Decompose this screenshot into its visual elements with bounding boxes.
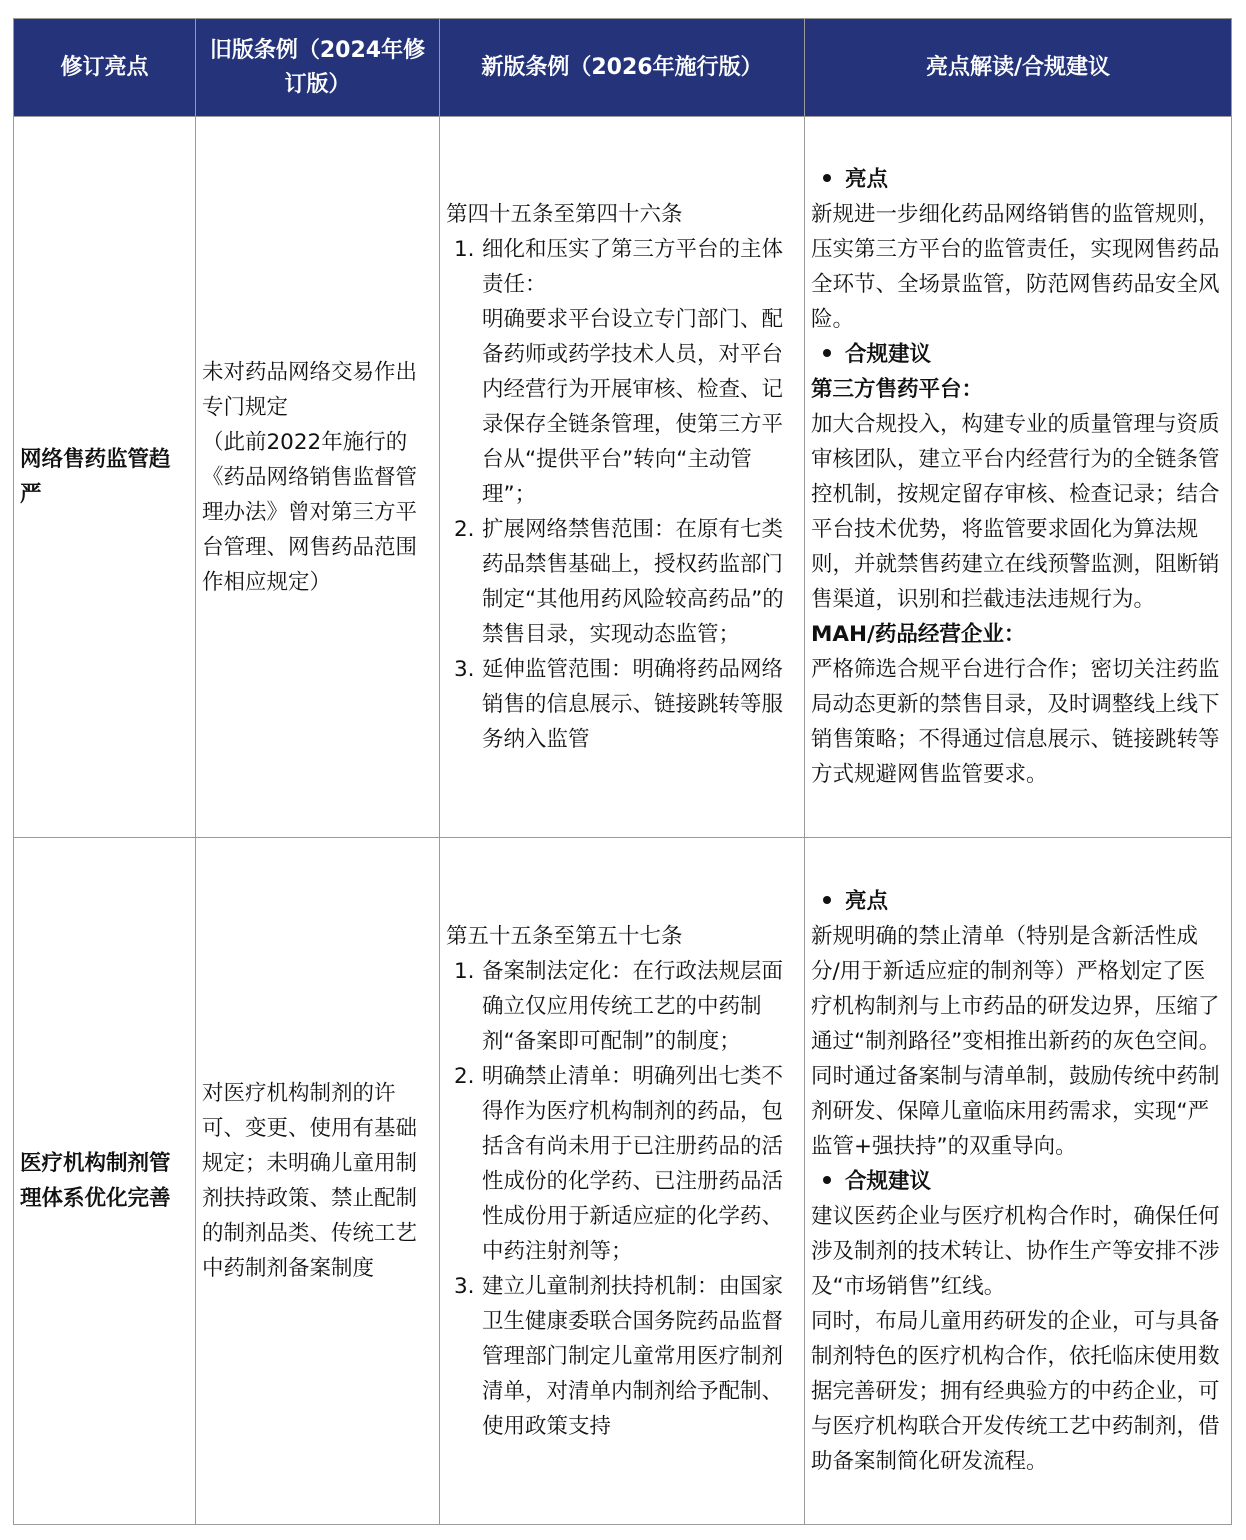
bullet-dot-icon: [823, 349, 831, 357]
item-number: 2.: [454, 1063, 475, 1089]
bullet-heading-text: 合规建议: [845, 1168, 932, 1194]
insight-paragraph: 新规进一步细化药品网络销售的监管规则，压实第三方平台的监管责任，实现网售药品全环节、全场景监管，防范网售药品安全风险。: [811, 202, 1220, 332]
insight-paragraph: 新规明确的禁止清单（特别是含新活性成分/用于新适应症的制剂等）严格划定了医疗机构制剂与上市药品的研发边界，压缩了通过“制剂路径”变相推出新药的灰色空间。同时通过备案制与清单制，鼓励传统中药制剂研发、保障儿童临床用药需求，实现“严监管+强扶持”的双重导向。: [811, 923, 1221, 1159]
item-text: 延伸监管范围：明确将药品网络销售的信息展示、链接跳转等服务纳入监管: [482, 657, 784, 752]
list-item: [446, 1059, 798, 1269]
new-regulation-cell: [440, 838, 805, 1525]
insight-cell: [805, 117, 1232, 838]
insight-subheading: MAH/药品经营企业：: [811, 622, 1026, 647]
old-regulation-text: 未对药品网络交易作出专门规定 （此前2022年施行的《药品网络销售监督管理办法》曾对第三方平台管理、网售药品范围作相应规定）: [202, 359, 418, 595]
item-text: 扩展网络禁售范围：在原有七类药品禁售基础上，授权药监部门制定“其他用药风险较高药品”的禁售目录，实现动态监管；: [482, 517, 784, 647]
new-regulation-cell: [440, 117, 805, 838]
article-range: 第五十五条至第五十七条: [446, 923, 683, 949]
item-text: 明确禁止清单：明确列出七类不得作为医疗机构制剂的药品，包括含有尚未用于已注册药品的活性成份的化学药、已注册药品活性成份用于新适应症的化学药、中药注射剂等；: [482, 1063, 784, 1264]
bullet-dot-icon: [823, 1176, 831, 1184]
item-number: 1.: [454, 237, 475, 262]
item-text: 建立儿童制剂扶持机制：由国家卫生健康委联合国务院药品监督管理部门制定儿童常用医疗制剂清单，对清单内制剂给予配制、使用政策支持: [482, 1273, 784, 1439]
header-insight: 亮点解读/合规建议: [805, 19, 1232, 117]
item-number: 2.: [454, 517, 475, 542]
item-number: 3.: [454, 657, 475, 682]
list-item: [446, 652, 798, 757]
highlight-cell: 医疗机构制剂管理体系优化完善: [14, 838, 196, 1525]
header-row: [14, 19, 1232, 117]
bullet-heading-text: 合规建议: [845, 342, 932, 367]
bullet-heading-text: 亮点: [845, 888, 889, 914]
insight-paragraph: 严格筛选合规平台进行合作；密切关注药监局动态更新的禁售目录，及时调整线上线下销售策略；不得通过信息展示、链接跳转等方式规避网售监管要求。: [811, 657, 1220, 787]
bullet-heading: [811, 337, 1225, 372]
list-item: [446, 232, 798, 512]
highlight-cell: 网络售药监管趋严: [14, 117, 196, 838]
insight-paragraph: 同时，布局儿童用药研发的企业，可与具备制剂特色的医疗机构合作，依托临床使用数据完善研发；拥有经典验方的中药企业，可与医疗机构联合开发传统工艺中药制剂，借助备案制简化研发流程。: [811, 1308, 1220, 1474]
regulation-comparison-table: [13, 18, 1232, 1525]
article-range: 第四十五条至第四十六条: [446, 202, 683, 227]
bullet-dot-icon: [823, 174, 831, 182]
bullet-heading-text: 亮点: [845, 167, 889, 192]
header-highlight: 修订亮点: [14, 19, 196, 117]
item-number: 1.: [454, 958, 475, 984]
insight-cell: [805, 838, 1232, 1525]
table-row: [14, 838, 1232, 1525]
list-item: [446, 1269, 798, 1444]
insight-paragraph: 加大合规投入，构建专业的质量管理与资质审核团队，建立平台内经营行为的全链条管控机制，按规定留存审核、检查记录；结合平台技术优势，将监管要求固化为算法规则，并就禁售药建立在线预警监测，阻断销售渠道，识别和拦截违法违规行为。: [811, 412, 1220, 612]
bullet-heading: [811, 162, 1225, 197]
list-item: [446, 954, 798, 1059]
insight-subheading: 第三方售药平台：: [811, 377, 984, 402]
item-text: 细化和压实了第三方平台的主体责任： 明确要求平台设立专门部门、配备药师或药学技术人员，对平台内经营行为开展审核、检查、记录保存全链条管理，使第三方平台从“提供平台”转向“主动管理”；: [482, 237, 784, 507]
bullet-heading: [811, 1164, 1225, 1199]
old-regulation-cell: [196, 838, 440, 1525]
new-items-list: [446, 954, 798, 1444]
item-text: 备案制法定化：在行政法规层面确立仅应用传统工艺的中药制剂“备案即可配制”的制度；: [482, 958, 784, 1054]
list-item: [446, 512, 798, 652]
insight-paragraph: 建议医药企业与医疗机构合作时，确保任何涉及制剂的技术转让、协作生产等安排不涉及“市场销售”红线。: [811, 1203, 1220, 1299]
old-regulation-text: 对医疗机构制剂的许可、变更、使用有基础规定；未明确儿童用制剂扶持政策、禁止配制的制剂品类、传统工艺中药制剂备案制度: [202, 1081, 418, 1281]
header-new-regulation: 新版条例（2026年施行版）: [440, 19, 805, 117]
table-row: [14, 117, 1232, 838]
header-old-regulation: 旧版条例（2024年修订版）: [196, 19, 440, 117]
new-items-list: [446, 232, 798, 757]
bullet-dot-icon: [823, 896, 831, 904]
item-number: 3.: [454, 1273, 475, 1299]
bullet-heading: [811, 884, 1225, 919]
old-regulation-cell: [196, 117, 440, 838]
